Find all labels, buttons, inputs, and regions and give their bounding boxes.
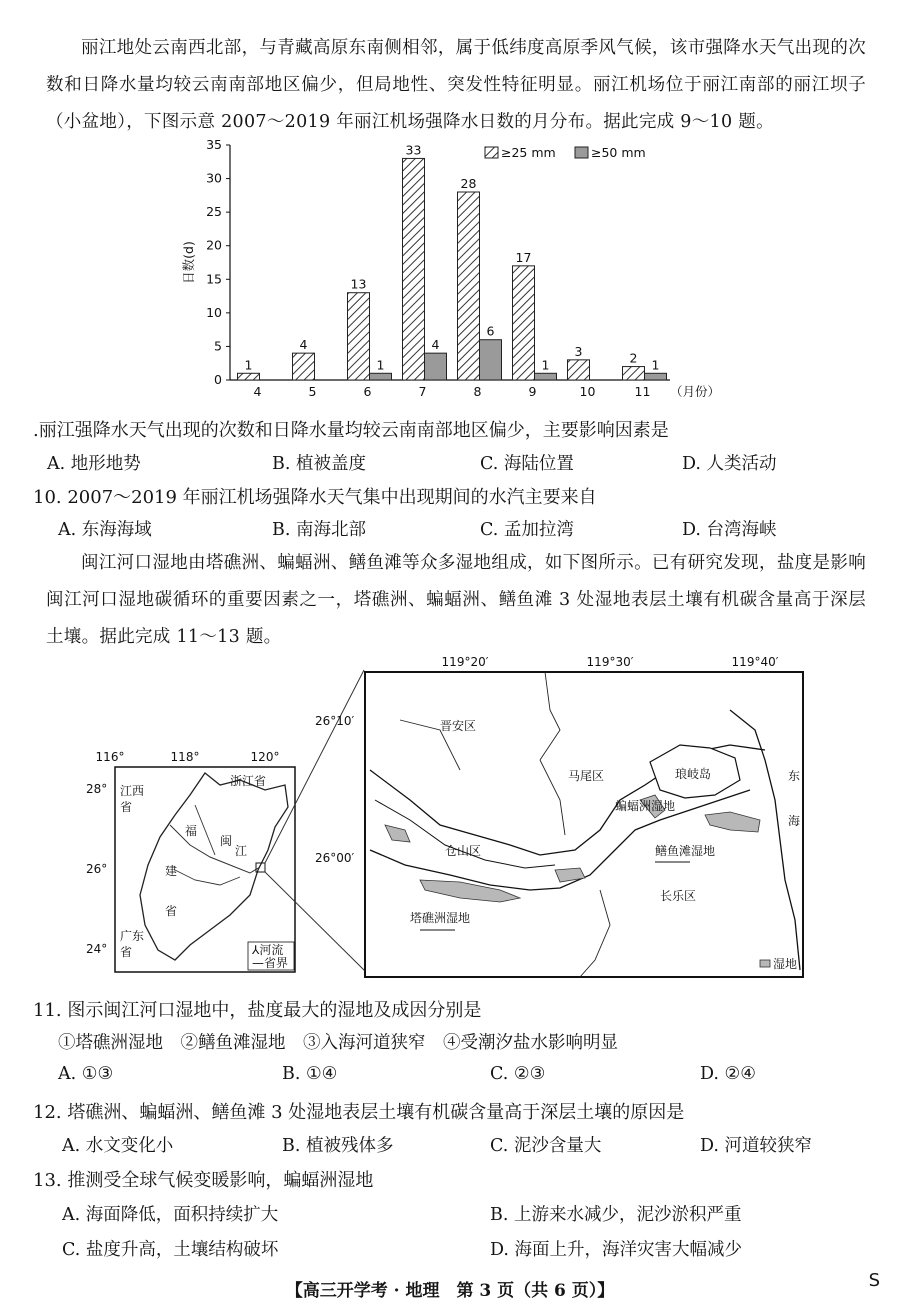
label-langqi: 琅岐岛 — [675, 767, 712, 781]
legend-swatch-25mm — [485, 147, 498, 158]
q12-option-b[interactable]: B. 植被残体多 — [282, 1136, 394, 1156]
data-label-25mm-8: 28 — [460, 176, 477, 191]
lat-label-26-10: 26°10′ — [315, 714, 355, 728]
bar-25mm-6 — [348, 293, 370, 380]
q9-option-b[interactable]: B. 植被盖度 — [272, 454, 366, 474]
y-axis-label: 日数(d) — [181, 241, 196, 284]
data-label-25mm-10: 3 — [574, 343, 583, 359]
question-10-stem: 10. 2007～2019 年丽江机场强降水天气集中出现期间的水汽主要来自 — [33, 487, 597, 508]
label-guangdong-1: 广东 — [120, 929, 145, 943]
fujian-locator-map — [80, 745, 310, 980]
q13-option-c[interactable]: C. 盐度升高，土壤结构破坏 — [62, 1240, 279, 1260]
x-axis-label: （月份） — [669, 384, 721, 399]
q9-option-c[interactable]: C. 海陆位置 — [480, 454, 574, 474]
lon-label-116: 116° — [95, 750, 125, 764]
bar-50mm-8 — [480, 340, 502, 380]
data-label-50mm-8: 6 — [486, 323, 495, 339]
x-tick-label: 9 — [528, 384, 537, 399]
q13-option-d[interactable]: D. 海面上升，海洋灾害大幅减少 — [490, 1240, 743, 1260]
question-12-stem: 12. 塔礁洲、蝙蝠洲、鳝鱼滩 3 处湿地表层土壤有机碳含量高于深层土壤的原因是 — [33, 1102, 685, 1123]
label-east: 东 — [788, 769, 801, 783]
label-jinan: 晋安区 — [440, 719, 477, 733]
y-tick-label: 10 — [206, 304, 222, 320]
label-tajiaozhou-wetland: 塔礁洲湿地 — [410, 911, 471, 925]
x-tick-label: 8 — [473, 384, 482, 399]
q9-option-a[interactable]: A. 地形地势 — [47, 454, 141, 474]
bar-25mm-10 — [568, 360, 590, 380]
q10-option-a[interactable]: A. 东海海域 — [58, 520, 152, 540]
y-tick-label: 5 — [214, 338, 222, 354]
data-label-25mm-4: 1 — [244, 357, 253, 373]
question-11-stem: 11. 图示闽江河口湿地中，盐度最大的湿地及成因分别是 — [33, 1000, 482, 1021]
lat-label-26-00: 26°00′ — [315, 851, 355, 865]
q10-option-c[interactable]: C. 孟加拉湾 — [480, 520, 574, 540]
bar-50mm-11 — [645, 373, 667, 380]
label-sheng: 省 — [165, 904, 178, 918]
x-tick-label: 10 — [579, 384, 596, 399]
lat-label-28: 28° — [86, 782, 108, 796]
label-guangdong-2: 省 — [120, 945, 133, 959]
q10-option-d[interactable]: D. 台湾海峡 — [682, 520, 777, 540]
y-tick-label: 25 — [206, 204, 222, 220]
label-bianfuzhou-wetland: 蝙蝠洲湿地 — [615, 799, 676, 813]
legend-boundary: —省界 — [252, 956, 289, 970]
bar-50mm-7 — [425, 353, 447, 380]
q13-option-b[interactable]: B. 上游来水减少，泥沙淤积严重 — [490, 1205, 742, 1225]
bar-25mm-4 — [238, 373, 260, 380]
legend-river: ⅄河流 — [252, 943, 284, 957]
q9-option-d[interactable]: D. 人类活动 — [682, 454, 777, 474]
y-tick-label: 30 — [206, 170, 222, 186]
label-fu: 福 — [185, 824, 198, 838]
lon-label-120: 120° — [250, 750, 280, 764]
bar-25mm-11 — [623, 367, 645, 380]
q11-items: ①塔礁洲湿地 ②鳝鱼滩湿地 ③入海河道狭窄 ④受潮汐盐水影响明显 — [58, 1033, 618, 1053]
lat-label-26: 26° — [86, 862, 108, 876]
x-tick-label: 4 — [253, 384, 262, 399]
y-tick-label: 35 — [206, 137, 222, 152]
lon-label-119-40: 119°40′ — [731, 655, 779, 669]
label-jian: 建 — [165, 864, 178, 878]
data-label-25mm-11: 2 — [629, 350, 638, 366]
lon-label-119-20: 119°20′ — [441, 655, 489, 669]
data-label-50mm-9: 1 — [541, 357, 550, 373]
x-tick-label: 7 — [418, 384, 427, 399]
data-label-50mm-7: 4 — [431, 337, 440, 353]
legend-swatch-50mm — [575, 147, 588, 158]
data-label-25mm-6: 13 — [350, 276, 367, 292]
legend-wetland-label: 湿地 — [773, 957, 798, 971]
bar-25mm-9 — [513, 266, 535, 380]
question-9-stem: .丽江强降水天气出现的次数和日降水量均较云南南部地区偏少，主要影响因素是 — [33, 420, 669, 441]
label-sea: 海 — [788, 814, 801, 828]
lat-label-24: 24° — [86, 942, 108, 956]
passage-9-10: 丽江地处云南西北部，与青藏高原东南侧相邻，属于低纬度高原季风气候，该市强降水天气出现的次数和日降水量均较云南南部地区偏少，但局地性、突发性特征明显。丽江机场位于丽江南部的丽江坝子（小盆地），下图示意 2007～2019 年丽江机场强降水日数的月分布。据此完成 9～10 题。 — [46, 38, 866, 132]
label-jiangxi-1: 江西 — [120, 784, 145, 798]
y-tick-label: 0 — [214, 372, 222, 387]
bar-chart — [175, 135, 721, 405]
bar-25mm-7 — [403, 158, 425, 380]
label-jiang: 江 — [235, 844, 248, 858]
y-tick-label: 20 — [206, 237, 222, 253]
lon-label-118: 118° — [170, 750, 200, 764]
legend-label-25mm: ≥25 mm — [501, 145, 556, 160]
bar-50mm-9 — [535, 373, 557, 380]
bar-25mm-5 — [293, 353, 315, 380]
question-13-stem: 13. 推测受全球气候变暖影响，蝙蝠洲湿地 — [33, 1170, 374, 1191]
x-tick-label: 5 — [308, 384, 317, 399]
label-shanyutan-wetland: 鳝鱼滩湿地 — [655, 844, 716, 858]
q12-option-c[interactable]: C. 泥沙含量大 — [490, 1136, 602, 1156]
q11-option-a[interactable]: A. ①③ — [58, 1064, 114, 1084]
minjiang-estuary-map — [310, 650, 815, 985]
q11-option-b[interactable]: B. ①④ — [282, 1064, 338, 1084]
bar-50mm-6 — [370, 373, 392, 380]
q10-option-b[interactable]: B. 南海北部 — [272, 520, 366, 540]
q12-option-d[interactable]: D. 河道较狭窄 — [700, 1136, 813, 1156]
data-label-25mm-5: 4 — [299, 337, 308, 353]
passage-11-13: 闽江河口湿地由塔礁洲、蝙蝠洲、鳝鱼滩等众多湿地组成，如下图所示。已有研究发现，盐度是影响闽江河口湿地碳循环的重要因素之一，塔礁洲、蝙蝠洲、鳝鱼滩 3 处湿地表层土壤有机碳含量高于深层土壤。据此完成 11～13 题。 — [46, 553, 866, 647]
data-label-25mm-9: 17 — [515, 249, 532, 265]
page-footer: 【高三开学考 · 地理 第 3 页（共 6 页）】 — [285, 1281, 615, 1301]
legend-wetland-swatch — [760, 960, 770, 967]
q11-option-d[interactable]: D. ②④ — [700, 1064, 756, 1084]
data-label-25mm-7: 33 — [405, 142, 422, 158]
bar-25mm-8 — [458, 192, 480, 380]
lon-label-119-30: 119°30′ — [586, 655, 634, 669]
data-label-50mm-11: 1 — [651, 357, 660, 373]
label-zhejiang: 浙江省 — [230, 774, 267, 788]
q13-option-a[interactable]: A. 海面降低，面积持续扩大 — [62, 1205, 279, 1225]
x-tick-label: 6 — [363, 384, 372, 399]
label-mawei: 马尾区 — [568, 769, 605, 783]
label-cangshan: 仓山区 — [445, 844, 482, 858]
label-jiangxi-2: 省 — [120, 800, 133, 814]
y-tick-label: 15 — [206, 271, 222, 287]
label-min: 闽 — [220, 834, 233, 848]
q11-option-c[interactable]: C. ②③ — [490, 1064, 546, 1084]
corner-mark: S — [868, 1270, 880, 1291]
data-label-50mm-6: 1 — [376, 357, 385, 373]
x-tick-label: 11 — [634, 384, 651, 399]
label-changle: 长乐区 — [660, 889, 697, 903]
q12-option-a[interactable]: A. 水文变化小 — [62, 1136, 174, 1156]
legend-label-50mm: ≥50 mm — [591, 145, 646, 160]
